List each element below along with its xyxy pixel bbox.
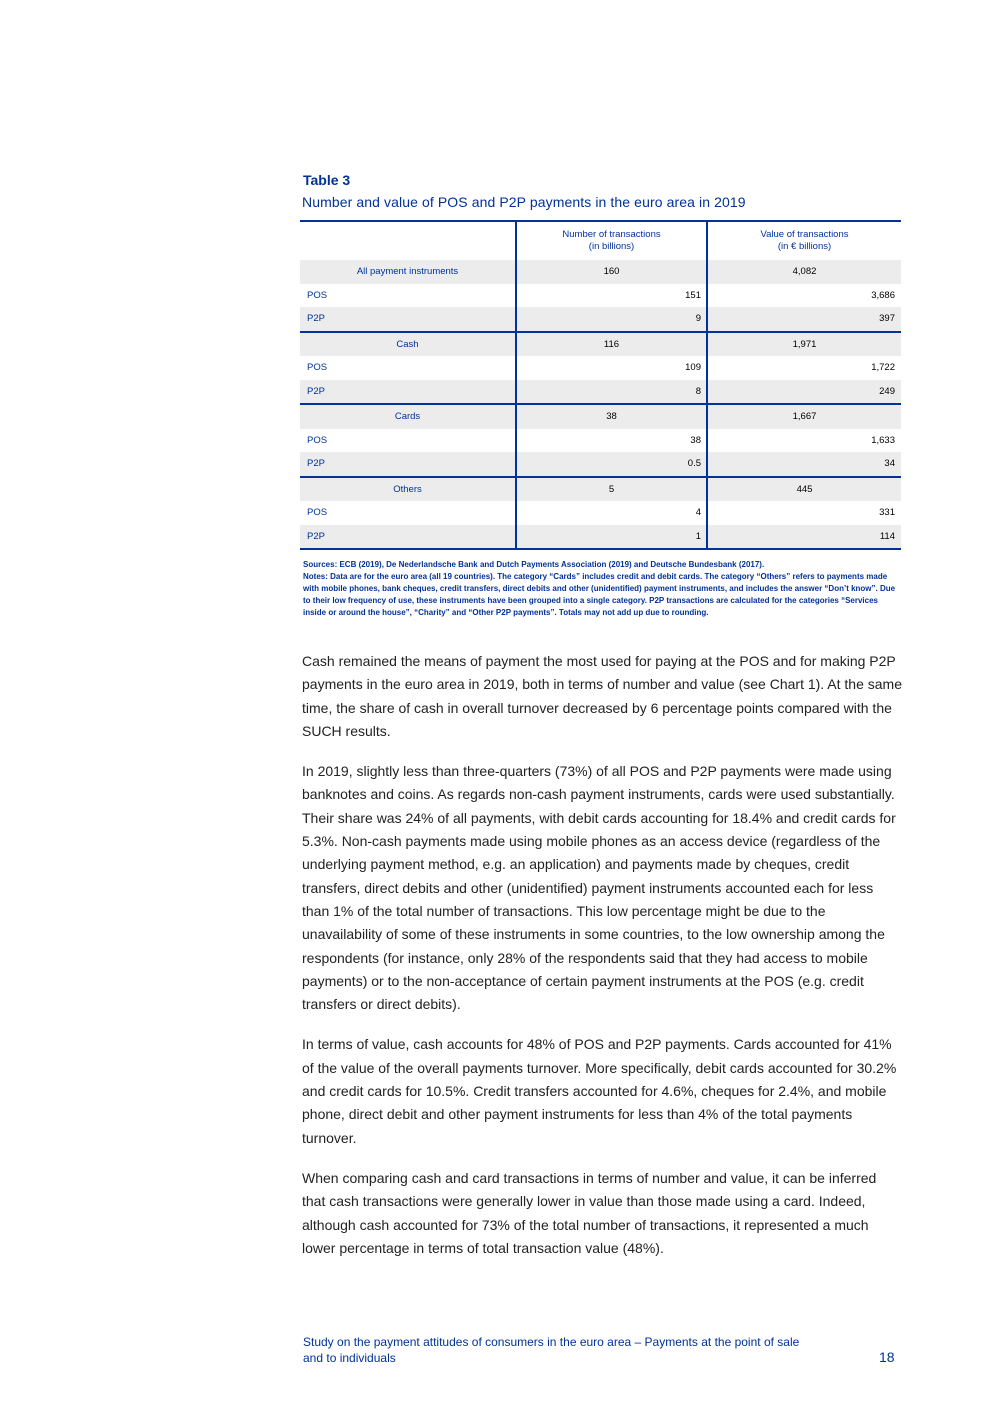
table-row [300, 307, 901, 331]
table-row [300, 380, 901, 404]
row-value: 445 [706, 478, 901, 502]
row-value: 1,667 [706, 405, 901, 429]
row-value: 1,971 [706, 333, 901, 357]
row-label: P2P [307, 313, 325, 325]
table-row [300, 452, 901, 476]
row-number: 9 [515, 307, 706, 331]
table-row [300, 501, 901, 525]
footer-title [303, 1334, 863, 1366]
body-text [302, 650, 902, 1277]
row-label: P2P [307, 458, 325, 470]
row-label: POS [307, 434, 328, 446]
header-value-line2: (in € billions) [777, 241, 832, 252]
table-group-row [300, 331, 901, 357]
table-group-row [300, 260, 901, 284]
table-label: Table 3 [303, 172, 351, 188]
row-value: 1,722 [706, 356, 901, 380]
table-body [300, 260, 901, 548]
row-value: 34 [706, 452, 901, 476]
data-table [300, 220, 901, 550]
row-value: 114 [706, 525, 901, 549]
header-number-line1: Number of transactions [562, 229, 661, 240]
row-value: 3,686 [706, 284, 901, 308]
row-label: P2P [307, 385, 325, 397]
table-row [300, 525, 901, 549]
paragraph: Cash remained the means of payment the most used for paying at the POS and for making P2P payments in the euro area in 2019, both in terms of number and value (see Chart 1). At the same time, the share of cash in overall turnover decreased by 6 percentage points compared with the SUCH results. [302, 653, 903, 739]
row-number: 4 [515, 501, 706, 525]
table-sources: Sources: ECB (2019), De Nederlandsche Bank and Dutch Payments Association (2019) and Deutsche Bundesbank (2017). [303, 560, 765, 569]
paragraph: In terms of value, cash accounts for 48% of POS and P2P payments. Cards accounted for 41% of the value of the overall payments turnover. More specifically, debit cards accounted for 30.2% and credit cards for 10.5%. Credit transfers accounted for 4.6%, cheques for 2.4%, and mobile phone, direct debit and other payment instruments for less than 4% of the total payments turnover. [302, 1036, 897, 1146]
row-label: Cash [396, 338, 419, 350]
row-value: 331 [706, 501, 901, 525]
header-number-of-transactions [515, 222, 706, 260]
footer-line1: Study on the payment attitudes of consumers in the euro area – Payments at the point of sale [303, 1335, 800, 1349]
paragraph: In 2019, slightly less than three-quarters (73%) of all POS and P2P payments were made using banknotes and coins. As regards non-cash payment instruments, cards were used substantially. Their share was 24% of all payments, with debit cards accounting for 18.4% and credit cards for 5.3%. Non-cash payments made using mobile phones as an access device (regardless of the underlying payment method, e.g. an application) and payments made by cheques, credit transfers, direct debits and other (unidentified) payment instruments accounted each for less than 1% of the total number of transactions. This low percentage might be due to the unavailability of some of these instruments in some countries, to the low ownership among the respondents (for instance, only 28% of the respondents said that they had access to mobile payments) or to the non-acceptance of certain payment instruments at the POS (e.g. credit transfers or direct debits). [302, 763, 896, 1013]
row-value: 1,633 [706, 429, 901, 453]
header-label-cell [300, 222, 515, 260]
row-number: 38 [515, 405, 706, 429]
header-number-line2: (in billions) [588, 241, 635, 252]
row-label: Cards [394, 411, 421, 423]
table-row [300, 284, 901, 308]
row-number: 160 [515, 260, 706, 284]
row-number: 116 [515, 333, 706, 357]
table-row [300, 356, 901, 380]
row-label: POS [307, 507, 328, 519]
row-number: 5 [515, 478, 706, 502]
row-value: 249 [706, 380, 901, 404]
row-label: POS [307, 289, 328, 301]
page-number: 18 [879, 1349, 895, 1365]
row-number: 38 [515, 429, 706, 453]
paragraph: When comparing cash and card transactions in terms of number and value, it can be inferred that cash transactions were generally lower in value than those made using a card. Indeed, although cash accounted for 73% of the total number of transactions, it represented a much lower percentage in terms of total transaction value (48%). [302, 1169, 877, 1256]
header-value-of-transactions [706, 222, 901, 260]
header-value-line1: Value of transactions [760, 229, 849, 240]
row-label: All payment instruments [356, 266, 459, 278]
table-row [300, 429, 901, 453]
row-label: Others [393, 483, 422, 495]
footer-line2: and to individuals [303, 1351, 396, 1365]
row-number: 109 [515, 356, 706, 380]
row-value: 4,082 [706, 260, 901, 284]
table-notes [303, 559, 901, 619]
row-label: P2P [307, 530, 325, 542]
row-number: 151 [515, 284, 706, 308]
table-group-row [300, 403, 901, 429]
row-value: 397 [706, 307, 901, 331]
table-header-row [300, 222, 901, 260]
table-notes-text: Notes: Data are for the euro area (all 19 countries). The category “Cards” includes credit and debit cards. The category “Others” refers to payments made with mobile phones, bank cheques, credit transfers, direct debits and other (unidentified) payment instruments, and includes the answer “Don’t know”. Due to their low frequency of use, these instruments have been grouped into a single category. P2P transactions are calculated for the categories “Services inside or around the house”, “Charity” and “Other P2P payments”. Totals may not add up due to rounding. [303, 572, 896, 617]
row-label: POS [307, 362, 328, 374]
row-number: 8 [515, 380, 706, 404]
table-group-row [300, 476, 901, 502]
row-number: 1 [515, 525, 706, 549]
table-title: Number and value of POS and P2P payments in the euro area in 2019 [302, 194, 746, 210]
row-number: 0.5 [515, 452, 706, 476]
